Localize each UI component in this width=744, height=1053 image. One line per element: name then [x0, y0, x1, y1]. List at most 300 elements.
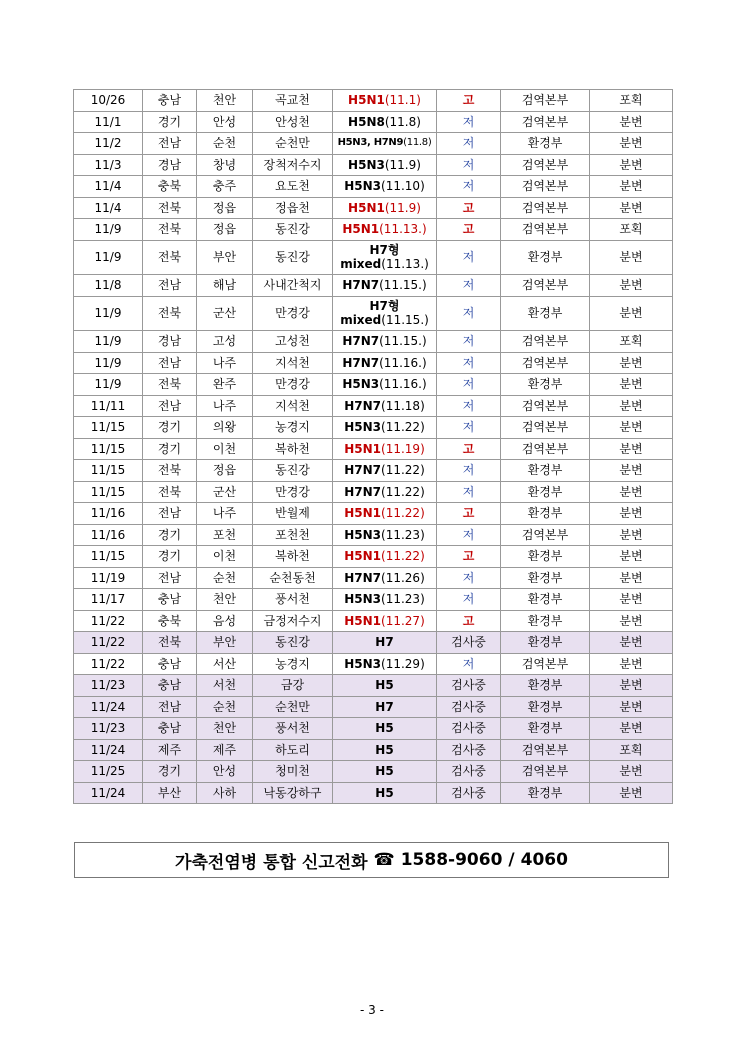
pathogenicity: 검사중	[437, 718, 501, 740]
sample-type: 포획	[590, 90, 673, 112]
pathogenicity: 저	[437, 417, 501, 439]
testing-agency: 검역본부	[501, 524, 590, 546]
serotype: H5N3	[344, 592, 382, 607]
sample-type: 분변	[590, 438, 673, 460]
serotype: H7	[375, 635, 394, 650]
serotype: H5N1	[348, 93, 385, 108]
site-name: 순천만	[253, 696, 333, 718]
detection-date: 11/16	[74, 524, 143, 546]
serotype: H5N3	[344, 420, 382, 435]
city: 나주	[197, 395, 253, 417]
city: 천안	[197, 718, 253, 740]
pathogenicity: 저	[437, 567, 501, 589]
sample-type: 분변	[590, 395, 673, 417]
testing-agency: 환경부	[501, 374, 590, 396]
detection-date: 11/15	[74, 438, 143, 460]
pathogenicity: 저	[437, 111, 501, 133]
province: 전남	[143, 395, 197, 417]
serotype: H7N7	[342, 355, 380, 370]
confirmation-date: (11.16.)	[379, 355, 427, 370]
serotype-cell	[333, 589, 437, 611]
sample-type: 분변	[590, 111, 673, 133]
city: 해남	[197, 275, 253, 297]
table-row	[74, 503, 673, 525]
table-row	[74, 176, 673, 198]
detection-date: 11/24	[74, 696, 143, 718]
detection-date: 11/9	[74, 352, 143, 374]
city: 이천	[197, 438, 253, 460]
serotype: H5	[375, 742, 394, 757]
pathogenicity: 고	[437, 90, 501, 112]
site-name: 만경강	[253, 296, 333, 331]
testing-agency: 검역본부	[501, 438, 590, 460]
page-number: - 3 -	[360, 1003, 384, 1017]
serotype-cell	[333, 352, 437, 374]
sample-type: 분변	[590, 632, 673, 654]
city: 나주	[197, 503, 253, 525]
testing-agency: 환경부	[501, 567, 590, 589]
serotype-cell	[333, 546, 437, 568]
serotype-cell	[333, 133, 437, 155]
pathogenicity: 검사중	[437, 696, 501, 718]
detection-date: 11/4	[74, 197, 143, 219]
confirmation-date: (11.13.)	[381, 257, 429, 272]
testing-agency: 검역본부	[501, 219, 590, 241]
sample-type: 분변	[590, 296, 673, 331]
serotype: H7형	[369, 299, 400, 314]
testing-agency: 환경부	[501, 296, 590, 331]
serotype-cell	[333, 782, 437, 804]
sample-type: 분변	[590, 154, 673, 176]
pathogenicity: 저	[437, 240, 501, 275]
city: 천안	[197, 589, 253, 611]
serotype: H5	[375, 678, 394, 693]
province: 전남	[143, 352, 197, 374]
serotype: H5N1	[344, 613, 382, 628]
site-name: 동진강	[253, 460, 333, 482]
serotype-cell	[333, 761, 437, 783]
sample-type: 분변	[590, 696, 673, 718]
site-name: 동진강	[253, 632, 333, 654]
serotype: H5N3	[344, 179, 382, 194]
testing-agency: 검역본부	[501, 653, 590, 675]
site-name: 만경강	[253, 374, 333, 396]
serotype-cell	[333, 739, 437, 761]
serotype-cell	[333, 460, 437, 482]
table-row	[74, 296, 673, 331]
testing-agency: 검역본부	[501, 417, 590, 439]
serotype-cell	[333, 219, 437, 241]
site-name: 풍서천	[253, 589, 333, 611]
table-row	[74, 275, 673, 297]
sample-type: 분변	[590, 675, 673, 697]
province: 전남	[143, 133, 197, 155]
testing-agency: 검역본부	[501, 197, 590, 219]
pathogenicity: 저	[437, 653, 501, 675]
pathogenicity: 고	[437, 197, 501, 219]
province: 충북	[143, 610, 197, 632]
table-row	[74, 675, 673, 697]
province: 전남	[143, 567, 197, 589]
serotype: H7N7	[344, 570, 382, 585]
serotype-cell	[333, 567, 437, 589]
site-name: 복하천	[253, 438, 333, 460]
pathogenicity: 저	[437, 352, 501, 374]
sample-type: 분변	[590, 460, 673, 482]
site-name: 청미천	[253, 761, 333, 783]
pathogenicity: 저	[437, 296, 501, 331]
site-name: 요도천	[253, 176, 333, 198]
pathogenicity: 고	[437, 219, 501, 241]
site-name: 하도리	[253, 739, 333, 761]
table-row	[74, 567, 673, 589]
table-row	[74, 761, 673, 783]
site-name: 포천천	[253, 524, 333, 546]
serotype-cell	[333, 111, 437, 133]
confirmation-date: (11.22)	[381, 484, 425, 499]
serotype-note: mixed	[340, 313, 382, 328]
testing-agency: 환경부	[501, 718, 590, 740]
table-row	[74, 739, 673, 761]
city: 이천	[197, 546, 253, 568]
table-row	[74, 481, 673, 503]
sample-type: 분변	[590, 374, 673, 396]
sample-type: 분변	[590, 782, 673, 804]
pathogenicity: 고	[437, 610, 501, 632]
province: 충남	[143, 718, 197, 740]
testing-agency: 환경부	[501, 610, 590, 632]
hotline-label: 가축전염병 통합 신고전화	[175, 852, 368, 873]
city: 순천	[197, 696, 253, 718]
province: 경기	[143, 111, 197, 133]
serotype-cell	[333, 417, 437, 439]
table-row	[74, 374, 673, 396]
province: 충남	[143, 90, 197, 112]
serotype-cell	[333, 90, 437, 112]
detection-date: 11/9	[74, 219, 143, 241]
province: 전북	[143, 481, 197, 503]
table-row	[74, 610, 673, 632]
table-row	[74, 197, 673, 219]
site-name: 안성천	[253, 111, 333, 133]
city: 정읍	[197, 219, 253, 241]
pathogenicity: 저	[437, 589, 501, 611]
confirmation-date: (11.29)	[381, 656, 425, 671]
province: 경기	[143, 546, 197, 568]
serotype-cell	[333, 275, 437, 297]
serotype-cell	[333, 718, 437, 740]
city: 안성	[197, 761, 253, 783]
sample-type: 분변	[590, 352, 673, 374]
pathogenicity: 검사중	[437, 739, 501, 761]
confirmation-date: (11.1)	[384, 93, 421, 108]
testing-agency: 환경부	[501, 240, 590, 275]
testing-agency: 검역본부	[501, 352, 590, 374]
testing-agency: 검역본부	[501, 761, 590, 783]
city: 안성	[197, 111, 253, 133]
serotype: H5N1	[344, 506, 382, 521]
serotype: H7N7	[344, 463, 382, 478]
sample-type: 분변	[590, 197, 673, 219]
table-row	[74, 154, 673, 176]
pathogenicity: 저	[437, 275, 501, 297]
serotype: H7N7	[344, 398, 382, 413]
site-name: 복하천	[253, 546, 333, 568]
confirmation-date: (11.22)	[381, 420, 425, 435]
sample-type: 분변	[590, 503, 673, 525]
serotype-cell	[333, 395, 437, 417]
testing-agency: 환경부	[501, 546, 590, 568]
testing-agency: 환경부	[501, 675, 590, 697]
city: 의왕	[197, 417, 253, 439]
confirmation-date: (11.23)	[381, 527, 425, 542]
serotype-cell	[333, 610, 437, 632]
table-row	[74, 632, 673, 654]
detection-date: 11/25	[74, 761, 143, 783]
site-name: 순천만	[253, 133, 333, 155]
table-row	[74, 352, 673, 374]
sample-type: 분변	[590, 275, 673, 297]
serotype-cell	[333, 240, 437, 275]
site-name: 금정저수지	[253, 610, 333, 632]
table-row	[74, 331, 673, 353]
province: 경기	[143, 761, 197, 783]
site-name: 지석천	[253, 395, 333, 417]
province: 전북	[143, 632, 197, 654]
testing-agency: 환경부	[501, 632, 590, 654]
site-name: 금강	[253, 675, 333, 697]
testing-agency: 환경부	[501, 460, 590, 482]
province: 전남	[143, 696, 197, 718]
testing-agency: 환경부	[501, 503, 590, 525]
province: 전북	[143, 374, 197, 396]
province: 전남	[143, 503, 197, 525]
serotype-cell	[333, 296, 437, 331]
confirmation-date: (11.16.)	[379, 377, 427, 392]
site-name: 동진강	[253, 219, 333, 241]
province: 경기	[143, 524, 197, 546]
confirmation-date: (11.9)	[384, 200, 421, 215]
detection-date: 11/1	[74, 111, 143, 133]
site-name: 반월제	[253, 503, 333, 525]
city: 부안	[197, 240, 253, 275]
pathogenicity: 검사중	[437, 761, 501, 783]
city: 정읍	[197, 197, 253, 219]
testing-agency: 환경부	[501, 696, 590, 718]
province: 전북	[143, 296, 197, 331]
site-name: 농경지	[253, 653, 333, 675]
testing-agency: 검역본부	[501, 154, 590, 176]
province: 경기	[143, 438, 197, 460]
testing-agency: 검역본부	[501, 395, 590, 417]
confirmation-date: (11.19)	[381, 441, 425, 456]
sample-type: 분변	[590, 718, 673, 740]
detection-date: 11/3	[74, 154, 143, 176]
confirmation-date: (11.13.)	[379, 222, 427, 237]
sample-type: 분변	[590, 546, 673, 568]
pathogenicity: 저	[437, 481, 501, 503]
serotype: H5N3	[348, 157, 385, 172]
testing-agency: 검역본부	[501, 331, 590, 353]
pathogenicity: 저	[437, 395, 501, 417]
serotype-cell	[333, 675, 437, 697]
table-row	[74, 546, 673, 568]
detection-date: 11/9	[74, 374, 143, 396]
serotype: H5	[375, 764, 394, 779]
city: 군산	[197, 296, 253, 331]
table-row	[74, 111, 673, 133]
serotype-note: mixed	[340, 257, 382, 272]
province: 전남	[143, 275, 197, 297]
detection-date: 11/15	[74, 460, 143, 482]
sample-type: 분변	[590, 240, 673, 275]
confirmation-date: (11.22)	[381, 549, 425, 564]
confirmation-date: (11.26)	[381, 570, 425, 585]
detection-date: 10/26	[74, 90, 143, 112]
pathogenicity: 검사중	[437, 675, 501, 697]
serotype-cell	[333, 696, 437, 718]
city: 창녕	[197, 154, 253, 176]
table-row	[74, 240, 673, 275]
detection-date: 11/22	[74, 653, 143, 675]
pathogenicity: 검사중	[437, 782, 501, 804]
site-name: 지석천	[253, 352, 333, 374]
pathogenicity: 고	[437, 546, 501, 568]
hotline-number: 1588-9060	[400, 850, 503, 870]
confirmation-date: (11.15.)	[379, 334, 427, 349]
province: 전북	[143, 197, 197, 219]
sample-type: 분변	[590, 567, 673, 589]
detection-date: 11/16	[74, 503, 143, 525]
serotype: H7형	[369, 243, 400, 258]
site-name: 만경강	[253, 481, 333, 503]
province: 부산	[143, 782, 197, 804]
confirmation-date: (11.27)	[381, 613, 425, 628]
province: 충남	[143, 653, 197, 675]
detection-date: 11/24	[74, 739, 143, 761]
pathogenicity: 저	[437, 176, 501, 198]
detection-date: 11/11	[74, 395, 143, 417]
province: 경남	[143, 154, 197, 176]
detection-date: 11/8	[74, 275, 143, 297]
pathogenicity: 저	[437, 374, 501, 396]
serotype: H5N3, H7N9	[337, 137, 404, 149]
testing-agency: 환경부	[501, 133, 590, 155]
table-row	[74, 782, 673, 804]
confirmation-date: (11.22)	[381, 506, 425, 521]
serotype: H7	[375, 699, 394, 714]
site-name: 곡교천	[253, 90, 333, 112]
city: 군산	[197, 481, 253, 503]
city: 음성	[197, 610, 253, 632]
serotype-cell	[333, 653, 437, 675]
province: 경기	[143, 417, 197, 439]
testing-agency: 검역본부	[501, 275, 590, 297]
table-row	[74, 417, 673, 439]
pathogenicity: 저	[437, 331, 501, 353]
detection-date: 11/15	[74, 417, 143, 439]
sample-type: 분변	[590, 133, 673, 155]
table-row	[74, 718, 673, 740]
site-name: 풍서천	[253, 718, 333, 740]
confirmation-date: (11.8)	[384, 114, 421, 129]
table-row	[74, 589, 673, 611]
province: 전북	[143, 240, 197, 275]
table-row	[74, 460, 673, 482]
table-row	[74, 133, 673, 155]
serotype: H5N1	[344, 441, 382, 456]
city: 사하	[197, 782, 253, 804]
serotype: H7N7	[342, 278, 380, 293]
pathogenicity: 저	[437, 460, 501, 482]
confirmation-date: (11.22)	[381, 463, 425, 478]
detection-date: 11/23	[74, 718, 143, 740]
city: 나주	[197, 352, 253, 374]
serotype-cell	[333, 374, 437, 396]
province: 충북	[143, 176, 197, 198]
city: 고성	[197, 331, 253, 353]
confirmation-date: (11.15.)	[381, 313, 429, 328]
pathogenicity: 저	[437, 154, 501, 176]
site-name: 낙동강하구	[253, 782, 333, 804]
city: 순천	[197, 133, 253, 155]
site-name: 동진강	[253, 240, 333, 275]
city: 제주	[197, 739, 253, 761]
detection-date: 11/22	[74, 632, 143, 654]
sample-type: 분변	[590, 761, 673, 783]
testing-agency: 검역본부	[501, 111, 590, 133]
province: 경남	[143, 331, 197, 353]
sample-type: 포획	[590, 219, 673, 241]
sample-type: 포획	[590, 739, 673, 761]
table-row	[74, 653, 673, 675]
detection-date: 11/15	[74, 546, 143, 568]
province: 충남	[143, 675, 197, 697]
serotype: H5N3	[344, 527, 382, 542]
detection-date: 11/23	[74, 675, 143, 697]
pathogenicity: 저	[437, 524, 501, 546]
serotype-cell	[333, 438, 437, 460]
site-name: 정읍천	[253, 197, 333, 219]
serotype-cell	[333, 524, 437, 546]
city: 서천	[197, 675, 253, 697]
phone-icon: ☎	[373, 850, 395, 870]
hotline-extension: 4060	[520, 850, 568, 870]
province: 충남	[143, 589, 197, 611]
testing-agency: 환경부	[501, 782, 590, 804]
confirmation-date: (11.10)	[381, 179, 425, 194]
detection-date: 11/9	[74, 240, 143, 275]
sample-type: 분변	[590, 417, 673, 439]
confirmation-date: (11.18)	[381, 398, 425, 413]
province: 전북	[143, 460, 197, 482]
sample-type: 분변	[590, 589, 673, 611]
testing-agency: 환경부	[501, 589, 590, 611]
serotype: H7N7	[342, 334, 380, 349]
table-row	[74, 696, 673, 718]
serotype: H5N1	[344, 549, 382, 564]
city: 천안	[197, 90, 253, 112]
site-name: 사내간척지	[253, 275, 333, 297]
serotype-cell	[333, 154, 437, 176]
detection-date: 11/17	[74, 589, 143, 611]
detection-date: 11/24	[74, 782, 143, 804]
report-hotline-box	[74, 842, 669, 878]
serotype: H5N1	[342, 222, 380, 237]
detection-date: 11/2	[74, 133, 143, 155]
city: 정읍	[197, 460, 253, 482]
pathogenicity: 고	[437, 503, 501, 525]
